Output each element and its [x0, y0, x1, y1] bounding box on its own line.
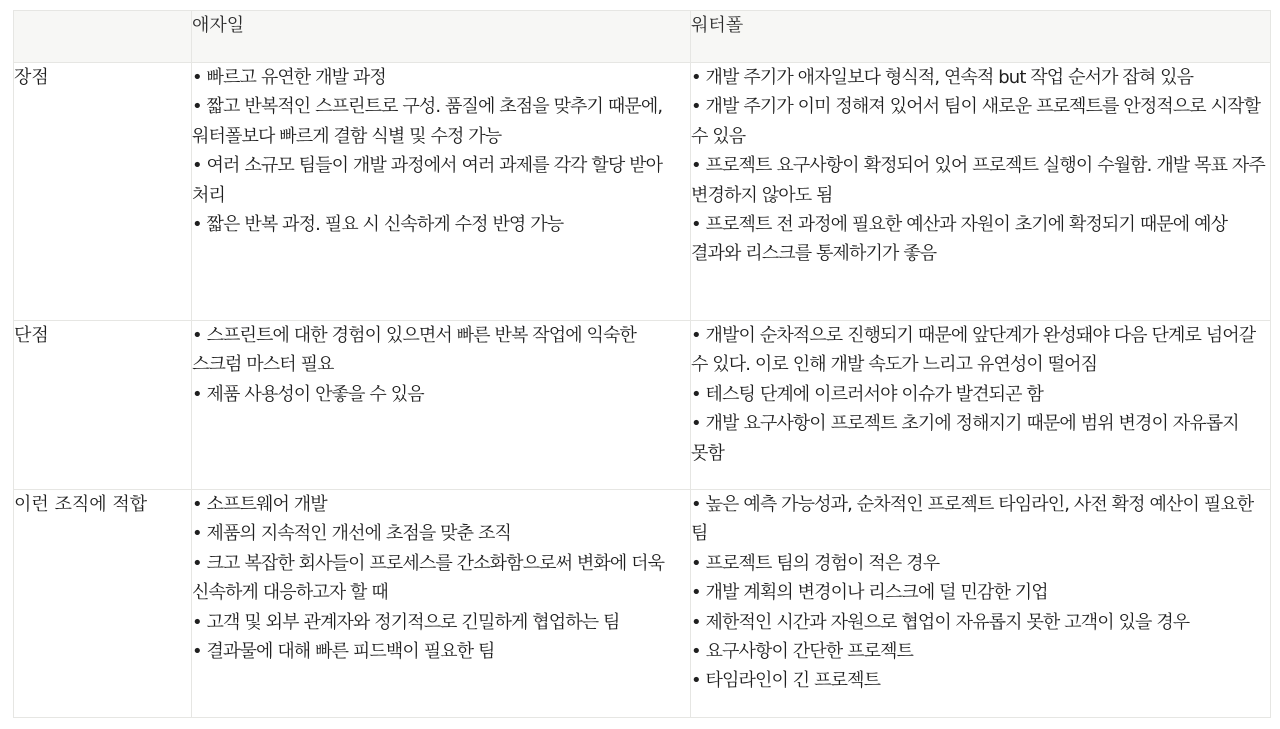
- list-item: • 소프트웨어 개발: [192, 490, 690, 519]
- cell-cons-agile: [192, 321, 691, 490]
- row-label-pros: 장점: [14, 63, 192, 321]
- list-item: • 제품 사용성이 안좋을 수 있음: [192, 380, 690, 409]
- list-item: • 타임라인이 긴 프로젝트: [691, 666, 1270, 695]
- list-item: • 높은 예측 가능성과, 순차적인 프로젝트 타임라인, 사전 확정 예산이 필요한 팀: [691, 490, 1270, 549]
- list-item: • 제품의 지속적인 개선에 초점을 맞춘 조직: [192, 519, 690, 548]
- list-item: • 크고 복잡한 회사들이 프로세스를 간소화함으로써 변화에 더욱 신속하게 대응하고자 할 때: [192, 549, 690, 608]
- header-row: [14, 11, 1271, 63]
- list-item: • 짧은 반복 과정. 필요 시 신속하게 수정 반영 가능: [192, 210, 690, 239]
- row-cons: [14, 321, 1271, 490]
- list-item: • 제한적인 시간과 자원으로 협업이 자유롭지 못한 고객이 있을 경우: [691, 608, 1270, 637]
- list-item: • 개발 주기가 이미 정해져 있어서 팀이 새로운 프로젝트를 안정적으로 시작할 수 있음: [691, 92, 1270, 151]
- bullet-list: [192, 490, 690, 666]
- list-item: • 프로젝트 팀의 경험이 적은 경우: [691, 549, 1270, 578]
- list-item: • 테스팅 단계에 이르러서야 이슈가 발견되곤 함: [691, 380, 1270, 409]
- list-item: • 프로젝트 전 과정에 필요한 예산과 자원이 초기에 확정되기 때문에 예상 결과와 리스크를 통제하기가 좋음: [691, 210, 1270, 269]
- row-suitable-for: [14, 490, 1271, 718]
- comparison-table: [13, 10, 1271, 718]
- row-pros: [14, 63, 1271, 321]
- cell-fit-agile: [192, 490, 691, 718]
- header-agile: 애자일: [192, 11, 691, 63]
- list-item: • 개발 계획의 변경이나 리스크에 덜 민감한 기업: [691, 578, 1270, 607]
- row-label-cons: 단점: [14, 321, 192, 490]
- cell-cons-waterfall: [691, 321, 1271, 490]
- list-item: • 고객 및 외부 관계자와 정기적으로 긴밀하게 협업하는 팀: [192, 608, 690, 637]
- row-label-suitable-for: 이런 조직에 적합: [14, 490, 192, 718]
- cell-fit-waterfall: [691, 490, 1271, 718]
- list-item: • 여러 소규모 팀들이 개발 과정에서 여러 과제를 각각 할당 받아 처리: [192, 151, 690, 210]
- list-item: • 개발 주기가 애자일보다 형식적, 연속적 but 작업 순서가 잡혀 있음: [691, 63, 1270, 92]
- header-waterfall: 워터폴: [691, 11, 1271, 63]
- header-corner-cell: [14, 11, 192, 63]
- list-item: • 개발이 순차적으로 진행되기 때문에 앞단계가 완성돼야 다음 단계로 넘어갈 수 있다. 이로 인해 개발 속도가 느리고 유연성이 떨어짐: [691, 321, 1270, 380]
- bullet-list: [691, 321, 1270, 468]
- cell-pros-waterfall: [691, 63, 1271, 321]
- list-item: • 결과물에 대해 빠른 피드백이 필요한 팀: [192, 637, 690, 666]
- list-item: • 빠르고 유연한 개발 과정: [192, 63, 690, 92]
- list-item: • 스프린트에 대한 경험이 있으면서 빠른 반복 작업에 익숙한 스크럼 마스터 필요: [192, 321, 690, 380]
- bullet-list: [691, 490, 1270, 696]
- bullet-list: [192, 321, 690, 409]
- bullet-list: [691, 63, 1270, 269]
- cell-pros-agile: [192, 63, 691, 321]
- list-item: • 짧고 반복적인 스프린트로 구성. 품질에 초점을 맞추기 때문에, 워터폴보다 빠르게 결함 식별 및 수정 가능: [192, 92, 690, 151]
- bullet-list: [192, 63, 690, 239]
- list-item: • 프로젝트 요구사항이 확정되어 있어 프로젝트 실행이 수월함. 개발 목표 자주 변경하지 않아도 됨: [691, 151, 1270, 210]
- list-item: • 요구사항이 간단한 프로젝트: [691, 637, 1270, 666]
- list-item: • 개발 요구사항이 프로젝트 초기에 정해지기 때문에 범위 변경이 자유롭지 못함: [691, 409, 1270, 468]
